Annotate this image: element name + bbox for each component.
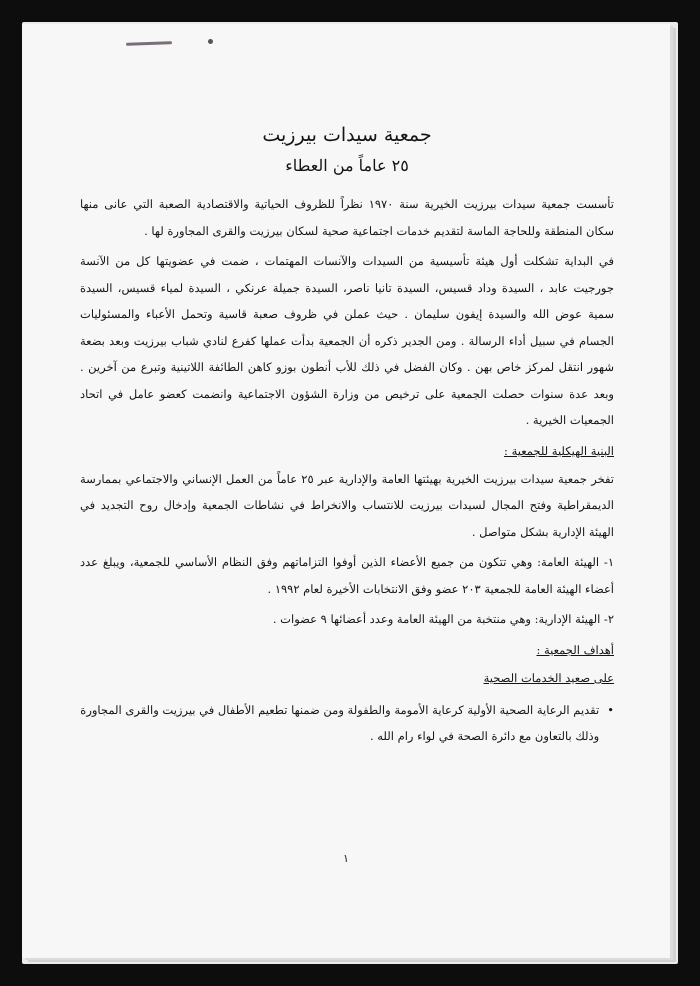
health-heading [80,665,614,691]
document-body [80,116,614,750]
health-heading-text: على صعيد الخدمات الصحية [483,670,614,685]
structure-heading-text: البنية الهيكلية للجمعية : [504,443,614,458]
list-item-general-assembly: ١- الهيئة العامة: وهي تتكون من جميع الأعضاء الذين أوفوا التزاماتهم وفق النظام الأساسي للجمعية، ويبلغ عدد أعضاء الهيئة العامة للجمعية ٢٠٣ عضو وفق الانتخابات الأخيرة لعام ١٩٩٢ . [80,555,614,596]
document-page [22,24,670,958]
staple-mark [126,41,172,46]
intro-paragraph-2: في البداية تشكلت أول هيئة تأسيسية من السيدات والآنسات المهتمات ، ضمت في عضويتها كل من الآنسة جورجيت عابد ، السيدة وداد قسيس، السيدة تانيا ناصر، السيدة جميلة عرنكي ، السيدة لمياء قسيس، السيدة سمية عوض الله والسيدة إيفون سليمان . حيث عملن في ظروف صعبة قاسية وتحمل الأعباء والمسئوليات الجسام في سبيل أداء الرسالة . ومن الجدير ذكره أن الجمعية بدأت عملها كفرع لنادي شباب بيرزيت وبعد بضعة شهور انتقل لمركز خاص بهن . وكان الفضل في ذلك للأب أنطون بوزو كاهن الطائفة اللاتينية وتبرع من آخرين . وبعد عدة سنوات حصلت الجمعية على ترخيص من وزارة الشؤون الاجتماعية وانضمت كعضو عامل في اتحاد الجمعيات الخيرية . [80,254,614,427]
structure-heading [80,438,614,464]
intro-paragraph-1: تأسست جمعية سيدات بيرزيت الخيرية سنة ١٩٧٠ نظراً للظروف الحياتية والاقتصادية الصعبة التي عانى منها سكان المنطقة وللحاجة الماسة لتقديم خدمات اجتماعية صحية لسكان بيرزيت والقرى المجاورة لها . [80,197,614,238]
staple-hole [208,39,213,44]
bullet-item [80,697,614,750]
bullet-icon: • [607,702,614,717]
document-subtitle: ٢٥ عاماً من العطاء [285,156,409,175]
goals-heading [80,637,614,663]
page-number: ١ [343,852,349,865]
list-item-board: ٢- الهيئة الإدارية: وهي منتخبة من الهيئة العامة وعدد أعضائها ٩ عضوات . [272,612,614,626]
document-title: جمعية سيدات بيرزيت [262,124,432,146]
goals-heading-text: أهداف الجمعية : [536,642,614,657]
bullet-text: تقديم الرعاية الصحية الأولية كرعاية الأمومة والطفولة ومن ضمنها تطعيم الأطفال في بيرزيت والقرى المجاورة وذلك بالتعاون مع دائرة الصحة في لواء رام الله . [80,702,600,743]
structure-paragraph: تفخر جمعية سيدات بيرزيت الخيرية بهيئتها العامة والإدارية عبر ٢٥ عاماً من العمل الإنساني والاجتماعي بممارسة الديمقراطية وفتح المجال لسيدات بيرزيت للانتساب والانخراط في نشاطات الجمعية وإدخال روح التجديد في الهيئة الإدارية بشكل متواصل . [80,471,615,539]
